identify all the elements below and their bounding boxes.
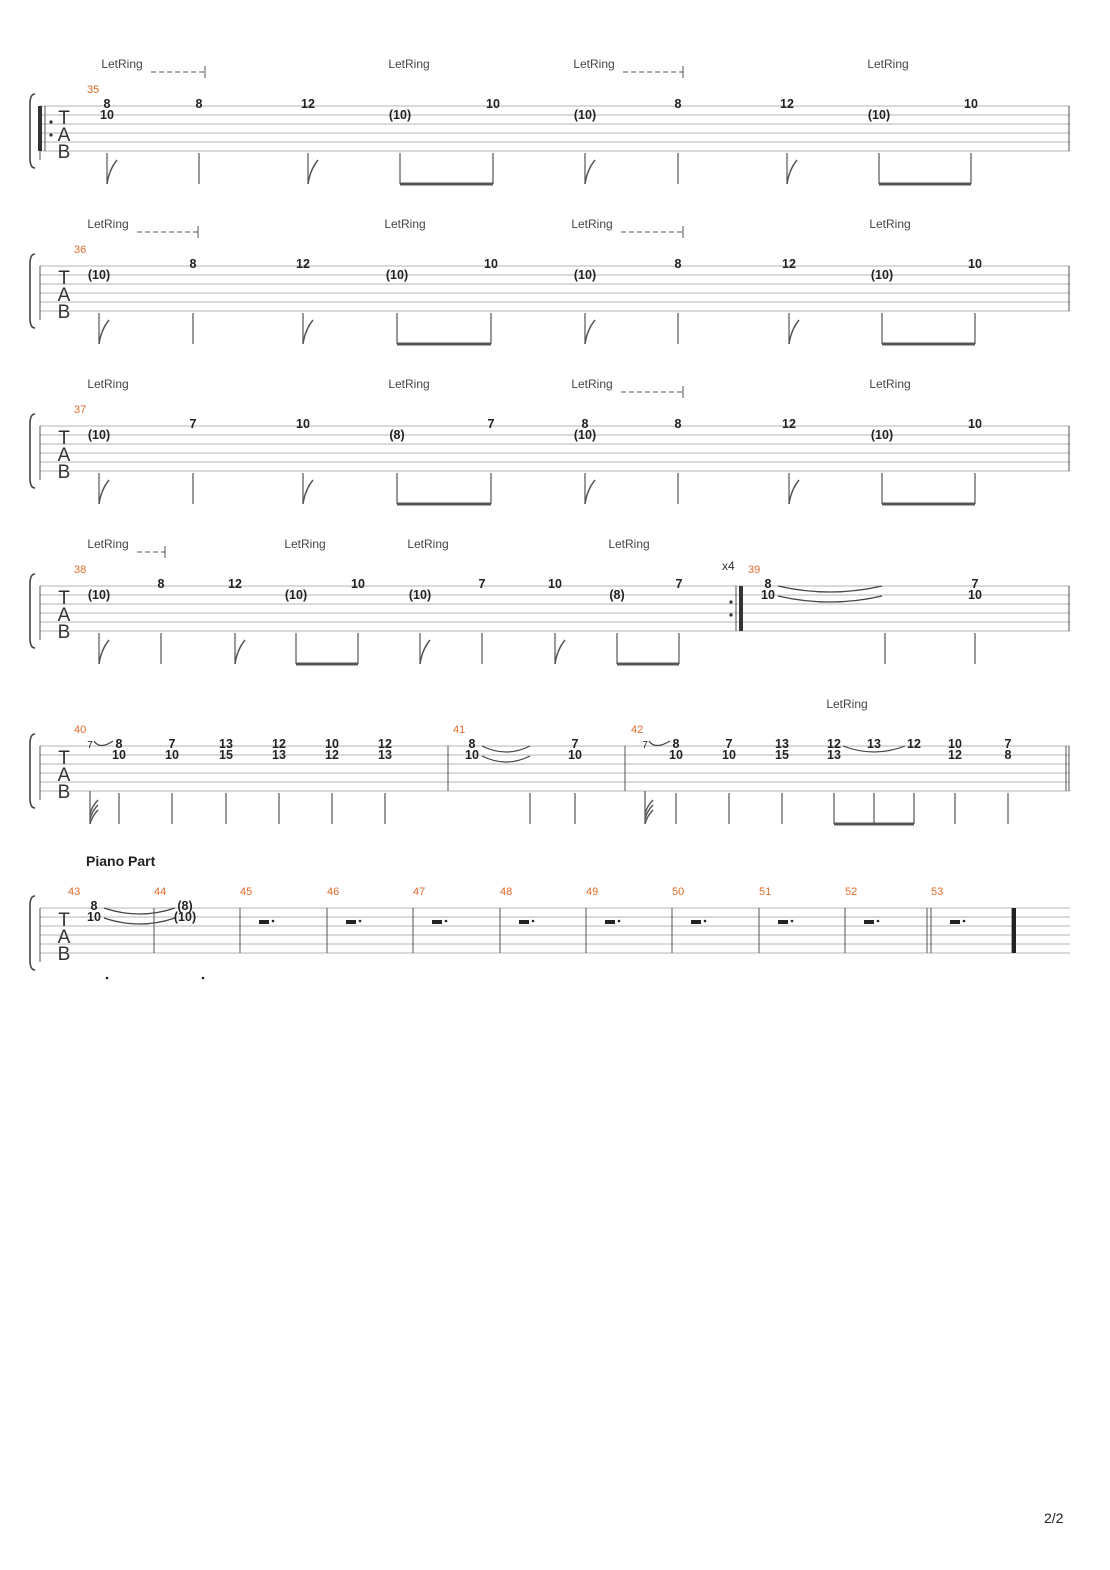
tab-clef-letter: A [57, 285, 71, 306]
whole-rest [519, 920, 529, 924]
whole-rest [259, 920, 269, 924]
measure-number: 41 [453, 724, 466, 736]
fret-number: 12 [296, 257, 310, 271]
fret-number: 15 [219, 748, 233, 762]
rest-dot [359, 920, 362, 923]
fret-number: 8 [764, 577, 772, 591]
fret-number: 10 [100, 108, 114, 122]
fret-number: 8 [90, 899, 98, 913]
repeat-count-label: x4 [722, 559, 735, 573]
let-ring-label: LetRing [571, 377, 613, 391]
note-flag [585, 160, 595, 184]
fret-number: 13 [219, 737, 233, 751]
tab-clef-letter: B [57, 462, 71, 483]
let-ring-label: LetRing [869, 377, 911, 391]
fret-number: 10 [87, 910, 101, 924]
measure-number: 36 [74, 244, 87, 256]
measure-number: 52 [845, 886, 858, 898]
rest-dot [791, 920, 794, 923]
tab-clef-letter: A [57, 445, 71, 466]
rhythm-dot [106, 977, 109, 980]
fret-number: 8 [674, 97, 682, 111]
measure-number: 38 [74, 564, 87, 576]
measure-number: 44 [154, 886, 167, 898]
measure-number: 53 [931, 886, 944, 898]
note-flag [99, 480, 109, 504]
let-ring-label: LetRing [87, 537, 129, 551]
fret-number: 10 [948, 737, 962, 751]
fret-number: 10 [964, 97, 978, 111]
tab-clef-letter: T [58, 428, 70, 449]
measure-number: 35 [87, 84, 100, 96]
let-ring-label: LetRing [571, 217, 613, 231]
tie [778, 596, 882, 602]
fret-number: (10) [867, 108, 891, 122]
fret-number: (10) [870, 268, 894, 282]
fret-number: 12 [325, 748, 339, 762]
fret-number: 13 [827, 748, 841, 762]
fret-number: 10 [722, 748, 736, 762]
fret-number: 7 [1004, 737, 1012, 751]
tie [104, 908, 175, 914]
staff-bracket [30, 414, 35, 488]
fret-number: 12 [782, 257, 796, 271]
fret-number: (10) [87, 588, 111, 602]
tab-clef-letter: A [57, 927, 71, 948]
fret-number: 10 [296, 417, 310, 431]
measure-number: 43 [68, 886, 81, 898]
fret-number: 15 [775, 748, 789, 762]
note-flag [303, 320, 313, 344]
tab-clef-letter: T [58, 588, 70, 609]
note-flag [99, 320, 109, 344]
fret-number: 8 [468, 737, 476, 751]
staff-bracket [30, 734, 35, 808]
fret-number: (10) [173, 910, 197, 924]
tab-clef-letter: A [57, 605, 71, 626]
measure-number: 48 [500, 886, 513, 898]
fret-number: 12 [301, 97, 315, 111]
fret-number: 8 [195, 97, 203, 111]
whole-rest [432, 920, 442, 924]
fret-number: 10 [968, 588, 982, 602]
note-flag [789, 480, 799, 504]
fret-number: 7 [189, 417, 197, 431]
let-ring-label: LetRing [573, 57, 615, 71]
repeat-start-thick-bar [38, 106, 42, 151]
fret-number: 7 [971, 577, 979, 591]
fret-number: 10 [486, 97, 500, 111]
staff-bracket [30, 94, 35, 168]
note-flag [585, 480, 595, 504]
let-ring-label: LetRing [826, 697, 868, 711]
fret-number: 8 [674, 417, 682, 431]
tab-clef-letter: B [57, 142, 71, 163]
fret-number: (10) [573, 428, 597, 442]
tab-clef-letter: B [57, 944, 71, 965]
fret-number: 10 [465, 748, 479, 762]
repeat-dot [729, 600, 732, 603]
fret-number: 8 [189, 257, 197, 271]
whole-rest [346, 920, 356, 924]
note-flag [235, 640, 245, 664]
fret-number: 10 [548, 577, 562, 591]
fret-number: 8 [672, 737, 680, 751]
fret-number: 8 [674, 257, 682, 271]
fret-number: 12 [228, 577, 242, 591]
fret-number: 10 [351, 577, 365, 591]
section-title: Piano Part [86, 853, 156, 869]
whole-rest [691, 920, 701, 924]
tie [104, 918, 175, 924]
measure-number: 45 [240, 886, 253, 898]
let-ring-label: LetRing [869, 217, 911, 231]
note-flag [787, 160, 797, 184]
final-bar-thick [1012, 908, 1016, 953]
fret-number: 10 [325, 737, 339, 751]
note-flag [555, 640, 565, 664]
repeat-dot [729, 613, 732, 616]
rest-dot [963, 920, 966, 923]
fret-number: 12 [827, 737, 841, 751]
let-ring-label: LetRing [87, 217, 129, 231]
fret-number: 10 [484, 257, 498, 271]
let-ring-label: LetRing [608, 537, 650, 551]
fret-number: (10) [385, 268, 409, 282]
fret-number: 7 [675, 577, 683, 591]
repeat-dot [49, 133, 52, 136]
fret-number: (10) [87, 428, 111, 442]
whole-rest [864, 920, 874, 924]
let-ring-label: LetRing [388, 377, 430, 391]
let-ring-label: LetRing [867, 57, 909, 71]
fret-number: 8 [1004, 748, 1012, 762]
fret-number: 7 [571, 737, 579, 751]
note-flag [99, 640, 109, 664]
tab-clef-letter: T [58, 108, 70, 129]
measure-number: 46 [327, 886, 340, 898]
let-ring-label: LetRing [101, 57, 143, 71]
rest-dot [445, 920, 448, 923]
fret-number: 7 [487, 417, 495, 431]
fret-number: (10) [870, 428, 894, 442]
measure-number: 51 [759, 886, 772, 898]
let-ring-label: LetRing [284, 537, 326, 551]
measure-number: 39 [748, 564, 761, 576]
fret-number: (10) [408, 588, 432, 602]
tie [482, 746, 530, 752]
fret-number: 13 [272, 748, 286, 762]
whole-rest [605, 920, 615, 924]
let-ring-label: LetRing [87, 377, 129, 391]
fret-number: (8) [609, 588, 625, 602]
let-ring-label: LetRing [407, 537, 449, 551]
note-flag [107, 160, 117, 184]
fret-number: (10) [573, 268, 597, 282]
tab-clef-letter: T [58, 910, 70, 931]
fret-number: 7 [478, 577, 486, 591]
rest-dot [704, 920, 707, 923]
measure-number: 50 [672, 886, 685, 898]
tab-clef-letter: B [57, 622, 71, 643]
page-number: 2/2 [1044, 1510, 1064, 1526]
fret-number: 13 [867, 737, 881, 751]
rest-dot [272, 920, 275, 923]
note-flag [420, 640, 430, 664]
let-ring-label: LetRing [384, 217, 426, 231]
fret-number: 10 [761, 588, 775, 602]
fret-number: 12 [780, 97, 794, 111]
note-flag [789, 320, 799, 344]
repeat-dot [49, 120, 52, 123]
fret-number: 12 [948, 748, 962, 762]
measure-number: 49 [586, 886, 599, 898]
tie [482, 756, 530, 762]
staff-bracket [30, 574, 35, 648]
tab-clef-letter: T [58, 268, 70, 289]
measure-number: 40 [74, 724, 87, 736]
grace-note-fret: 7 [87, 740, 93, 751]
fret-number: 10 [112, 748, 126, 762]
note-flag [585, 320, 595, 344]
let-ring-label: LetRing [388, 57, 430, 71]
rhythm-dot [202, 977, 205, 980]
fret-number: 12 [272, 737, 286, 751]
fret-number: 8 [115, 737, 123, 751]
fret-number: 7 [168, 737, 176, 751]
fret-number: 10 [968, 257, 982, 271]
fret-number: 10 [165, 748, 179, 762]
whole-rest [778, 920, 788, 924]
measure-number: 42 [631, 724, 644, 736]
slur [94, 741, 113, 746]
fret-number: (8) [177, 899, 193, 913]
fret-number: 8 [157, 577, 165, 591]
tab-clef-letter: A [57, 765, 71, 786]
tab-clef-letter: A [57, 125, 71, 146]
fret-number: 8 [103, 97, 111, 111]
whole-rest [950, 920, 960, 924]
fret-number: (10) [284, 588, 308, 602]
tab-clef-letter: B [57, 302, 71, 323]
fret-number: 12 [378, 737, 392, 751]
measure-number: 37 [74, 404, 87, 416]
tab-clef-letter: B [57, 782, 71, 803]
fret-number: 8 [581, 417, 589, 431]
repeat-end-thick-bar [739, 586, 743, 631]
note-flag [303, 480, 313, 504]
slur [649, 741, 670, 746]
tab-clef-letter: T [58, 748, 70, 769]
fret-number: 10 [669, 748, 683, 762]
fret-number: 12 [907, 737, 921, 751]
measure-number: 47 [413, 886, 426, 898]
rest-dot [877, 920, 880, 923]
note-flag [308, 160, 318, 184]
fret-number: 7 [725, 737, 733, 751]
grace-note-fret: 7 [642, 740, 648, 751]
fret-number: (10) [573, 108, 597, 122]
tie [778, 586, 882, 592]
fret-number: 13 [775, 737, 789, 751]
rest-dot [532, 920, 535, 923]
fret-number: 10 [568, 748, 582, 762]
fret-number: 13 [378, 748, 392, 762]
fret-number: 12 [782, 417, 796, 431]
fret-number: 10 [968, 417, 982, 431]
fret-number: (8) [389, 428, 405, 442]
staff-bracket [30, 896, 35, 970]
fret-number: (10) [388, 108, 412, 122]
rest-dot [618, 920, 621, 923]
fret-number: (10) [87, 268, 111, 282]
staff-bracket [30, 254, 35, 328]
